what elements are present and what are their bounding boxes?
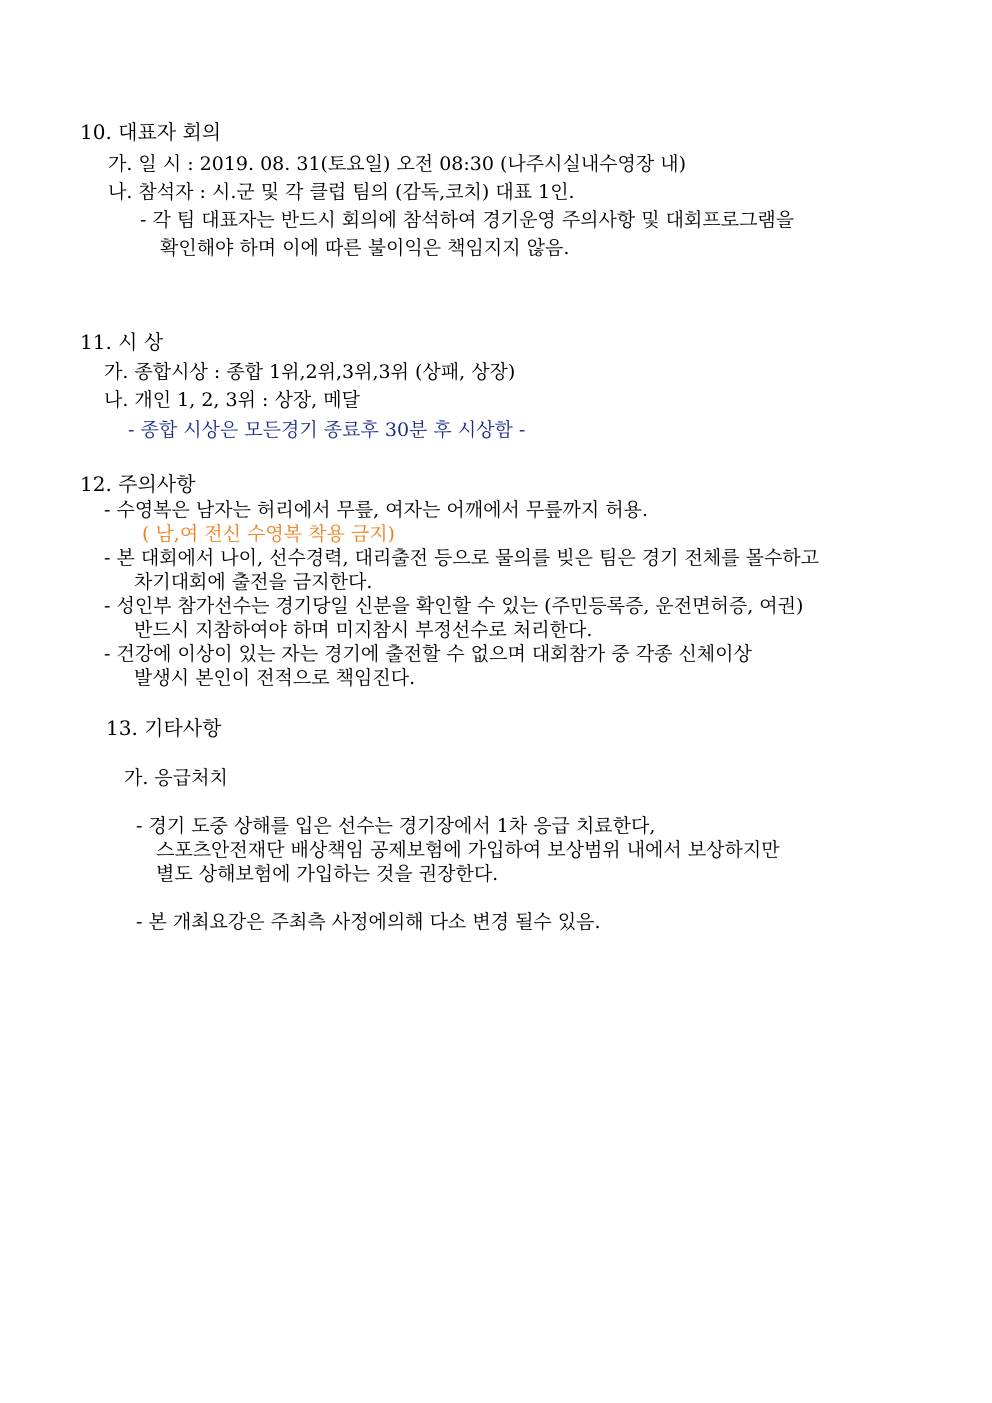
first-aid-line-2: 스포츠안전재단 배상책임 공제보험에 가입하여 보상범위 내에서 보상하지만 [156,839,780,861]
section-10-item-a: 가. 일 시 : 2019. 08. 31(토요일) 오전 08:30 (나주시실내수영장 내) [108,153,687,175]
section-10-title: 10. 대표자 회의 [80,120,222,144]
caution-2-line-2: 차기대회에 출전을 금지한다. [134,571,373,593]
first-aid-line-3: 별도 상해보험에 가입하는 것을 권장한다. [156,863,499,885]
caution-3-line-2: 반드시 지참하여야 하며 미지참시 부정선수로 처리한다. [134,619,593,641]
section-13-title: 13. 기타사항 [106,716,222,740]
caution-1-line-1: - 수영복은 남자는 허리에서 무릎, 여자는 어깨에서 무릎까지 허용. [104,499,649,521]
section-11-item-a: 가. 종합시상 : 종합 1위,2위,3위,3위 (상패, 상장) [104,361,516,383]
caution-4-line-2: 발생시 본인이 전적으로 책임진다. [134,667,416,689]
section-13-sub-a: 가. 응급처치 [124,767,228,789]
change-notice: - 본 개최요강은 주최측 사정에의해 다소 변경 될수 있음. [136,911,601,933]
first-aid-line-1: - 경기 도중 상해를 입은 선수는 경기장에서 1차 응급 치료한다, [136,815,656,837]
section-10-note-line-2: 확인해야 하며 이에 따른 불이익은 책임지지 않음. [160,237,570,259]
caution-1-line-2: ( 남,여 전신 수영복 착용 금지) [142,523,395,545]
caution-2-line-1: - 본 대회에서 나이, 선수경력, 대리출전 등으로 물의를 빚은 팀은 경기 전체를 몰수하고 [104,547,820,569]
section-10-item-b: 나. 참석자 : 시.군 및 각 클럽 팀의 (감독,코치) 대표 1인. [108,181,575,203]
section-12-title: 12. 주의사항 [80,472,196,496]
section-11-title: 11. 시 상 [80,330,164,354]
section-11-item-b: 나. 개인 1, 2, 3위 : 상장, 메달 [104,389,360,411]
caution-4-line-1: - 건강에 이상이 있는 자는 경기에 출전할 수 없으며 대회참가 중 각종 신체이상 [104,643,752,665]
section-11-note: - 종합 시상은 모든경기 종료후 30분 후 시상함 - [128,419,526,441]
caution-3-line-1: - 성인부 참가선수는 경기당일 신분을 확인할 수 있는 (주민등록증, 운전면허증, 여권) [104,595,804,617]
section-10-note-line-1: - 각 팀 대표자는 반드시 회의에 참석하여 경기운영 주의사항 및 대회프로그램을 [140,209,795,231]
